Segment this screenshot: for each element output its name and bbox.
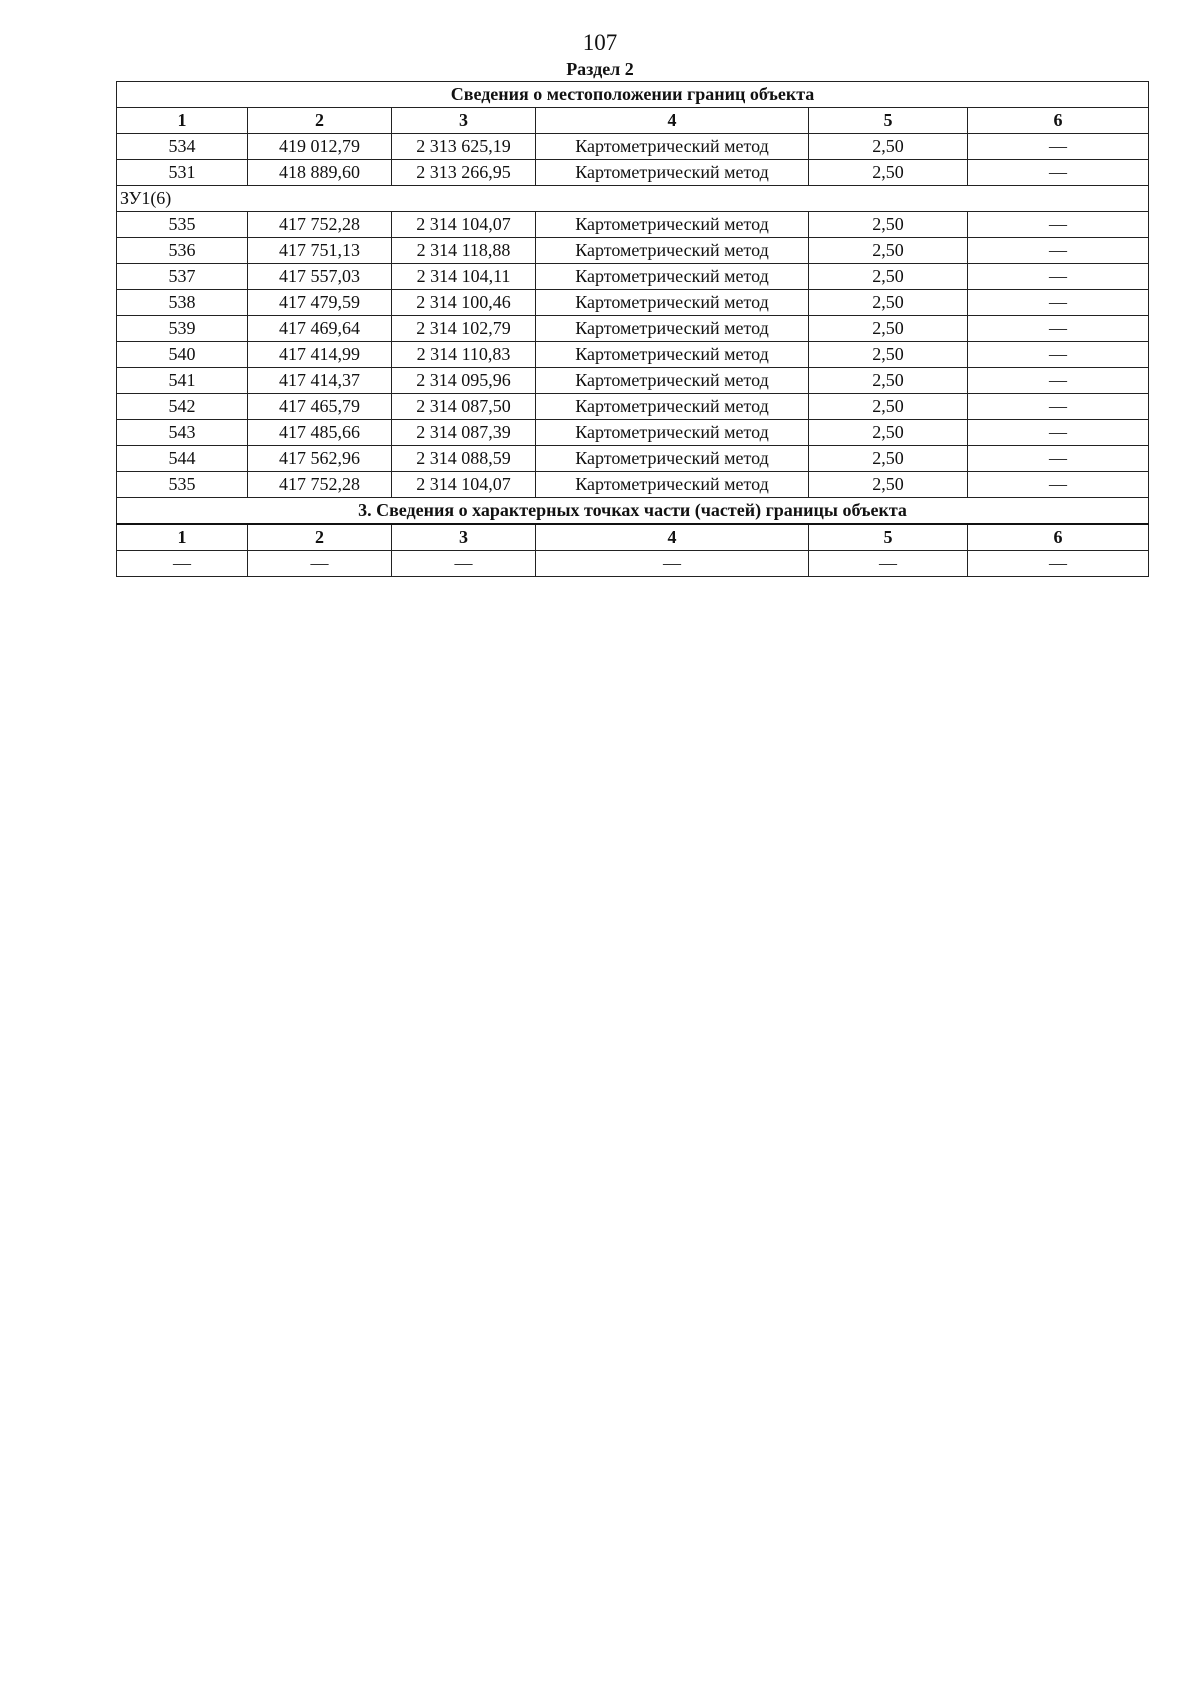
table-cell: Картометрический метод: [536, 290, 809, 316]
table-cell: Картометрический метод: [536, 212, 809, 238]
table-cell: 2,50: [809, 472, 968, 498]
table-cell: 417 562,96: [248, 446, 392, 472]
table-cell: 417 469,64: [248, 316, 392, 342]
table-cell: —: [968, 394, 1149, 420]
table-cell: —: [968, 446, 1149, 472]
table-cell: 2 314 104,07: [392, 472, 536, 498]
table-cell: 2,50: [809, 134, 968, 160]
table-cell: 544: [117, 446, 248, 472]
table-cell: 2,50: [809, 212, 968, 238]
table-cell: Картометрический метод: [536, 472, 809, 498]
table-cell: —: [392, 551, 536, 577]
table-cell: 534: [117, 134, 248, 160]
table-cell: 2 314 110,83: [392, 342, 536, 368]
table-cell: —: [968, 420, 1149, 446]
table-cell: —: [809, 551, 968, 577]
table-body-group: [117, 212, 1149, 498]
table-cell: 539: [117, 316, 248, 342]
table-cell: 2 313 625,19: [392, 134, 536, 160]
column-header: 4: [536, 108, 809, 134]
column-header: 2: [248, 108, 392, 134]
table-cell: —: [968, 212, 1149, 238]
table-cell: —: [968, 290, 1149, 316]
table-cell: 417 485,66: [248, 420, 392, 446]
table-cell: 537: [117, 264, 248, 290]
table-cell: Картометрический метод: [536, 342, 809, 368]
table2-header-row: [117, 524, 1149, 551]
table-row: [117, 420, 1149, 446]
table-cell: 536: [117, 238, 248, 264]
page-number: 107: [582, 30, 618, 55]
table-cell: Картометрический метод: [536, 316, 809, 342]
table-cell: 2 314 102,79: [392, 316, 536, 342]
table-row: [117, 290, 1149, 316]
table-cell: 2 314 088,59: [392, 446, 536, 472]
table-cell: Картометрический метод: [536, 238, 809, 264]
table-cell: —: [968, 264, 1149, 290]
table-cell: 417 414,37: [248, 368, 392, 394]
table-cell: —: [117, 551, 248, 577]
column-header: 6: [968, 108, 1149, 134]
table-cell: 417 479,59: [248, 290, 392, 316]
table-cell: —: [968, 316, 1149, 342]
table-cell: 2,50: [809, 238, 968, 264]
table-cell: —: [968, 160, 1149, 186]
table-cell: 418 889,60: [248, 160, 392, 186]
table-cell: 535: [117, 212, 248, 238]
table-row: [117, 342, 1149, 368]
table-cell: 2,50: [809, 290, 968, 316]
column-header: 4: [536, 524, 809, 551]
column-header: 1: [117, 524, 248, 551]
column-header: 3: [392, 108, 536, 134]
table-cell: —: [968, 134, 1149, 160]
table-cell: —: [968, 238, 1149, 264]
table-cell: Картометрический метод: [536, 264, 809, 290]
table-row: [117, 446, 1149, 472]
table-cell: 540: [117, 342, 248, 368]
table-row: [117, 316, 1149, 342]
table-cell: 2 314 118,88: [392, 238, 536, 264]
table-cell: 531: [117, 160, 248, 186]
table-cell: Картометрический метод: [536, 160, 809, 186]
table-cell: 2 314 087,39: [392, 420, 536, 446]
table-cell: 2,50: [809, 342, 968, 368]
table-cell: 2 314 087,50: [392, 394, 536, 420]
column-header: 2: [248, 524, 392, 551]
table-row: [117, 134, 1149, 160]
column-header: 3: [392, 524, 536, 551]
table-body-before-group: [117, 134, 1149, 186]
table-cell: 2 314 104,07: [392, 212, 536, 238]
table-cell: 2,50: [809, 160, 968, 186]
table-cell: —: [536, 551, 809, 577]
group-label: ЗУ1(6): [117, 186, 1149, 212]
table-cell: 543: [117, 420, 248, 446]
table-cell: 417 752,28: [248, 212, 392, 238]
table-cell: 419 012,79: [248, 134, 392, 160]
table-cell: 535: [117, 472, 248, 498]
table-cell: —: [968, 368, 1149, 394]
table-cell: —: [968, 551, 1149, 577]
table-cell: 417 414,99: [248, 342, 392, 368]
table-row: [117, 394, 1149, 420]
table2-body: [117, 551, 1149, 577]
table-cell: 2,50: [809, 446, 968, 472]
table-cell: 2,50: [809, 394, 968, 420]
table-cell: —: [968, 472, 1149, 498]
column-header: 6: [968, 524, 1149, 551]
table-cell: Картометрический метод: [536, 134, 809, 160]
table-row: [117, 264, 1149, 290]
table-row: [117, 551, 1149, 577]
column-header: 5: [809, 108, 968, 134]
table-row: [117, 472, 1149, 498]
table-row: [117, 238, 1149, 264]
table-cell: 541: [117, 368, 248, 394]
column-header: 1: [117, 108, 248, 134]
table-cell: 2 314 100,46: [392, 290, 536, 316]
table-cell: Картометрический метод: [536, 368, 809, 394]
table-cell: 2 314 095,96: [392, 368, 536, 394]
table-cell: —: [968, 342, 1149, 368]
table-cell: 2,50: [809, 368, 968, 394]
table-cell: 542: [117, 394, 248, 420]
table2-heading: 3. Сведения о характерных точках части (частей) границы объекта: [117, 498, 1149, 525]
table-cell: Картометрический метод: [536, 446, 809, 472]
table-cell: 417 557,03: [248, 264, 392, 290]
table-cell: 417 752,28: [248, 472, 392, 498]
table-row: [117, 160, 1149, 186]
table-row: [117, 212, 1149, 238]
table-cell: Картометрический метод: [536, 420, 809, 446]
table-row: [117, 368, 1149, 394]
table-cell: 2 314 104,11: [392, 264, 536, 290]
section-title: Раздел 2: [566, 59, 634, 79]
table-cell: Картометрический метод: [536, 394, 809, 420]
table-cell: —: [248, 551, 392, 577]
table-cell: 2,50: [809, 420, 968, 446]
boundary-table: [116, 81, 1149, 577]
group-row: [117, 186, 1149, 212]
table-heading: Сведения о местоположении границ объекта: [117, 82, 1149, 108]
table-cell: 2,50: [809, 264, 968, 290]
table-cell: 2,50: [809, 316, 968, 342]
table-cell: 417 465,79: [248, 394, 392, 420]
table-header-row: [117, 108, 1149, 134]
column-header: 5: [809, 524, 968, 551]
table-cell: 538: [117, 290, 248, 316]
table-cell: 417 751,13: [248, 238, 392, 264]
table-cell: 2 313 266,95: [392, 160, 536, 186]
